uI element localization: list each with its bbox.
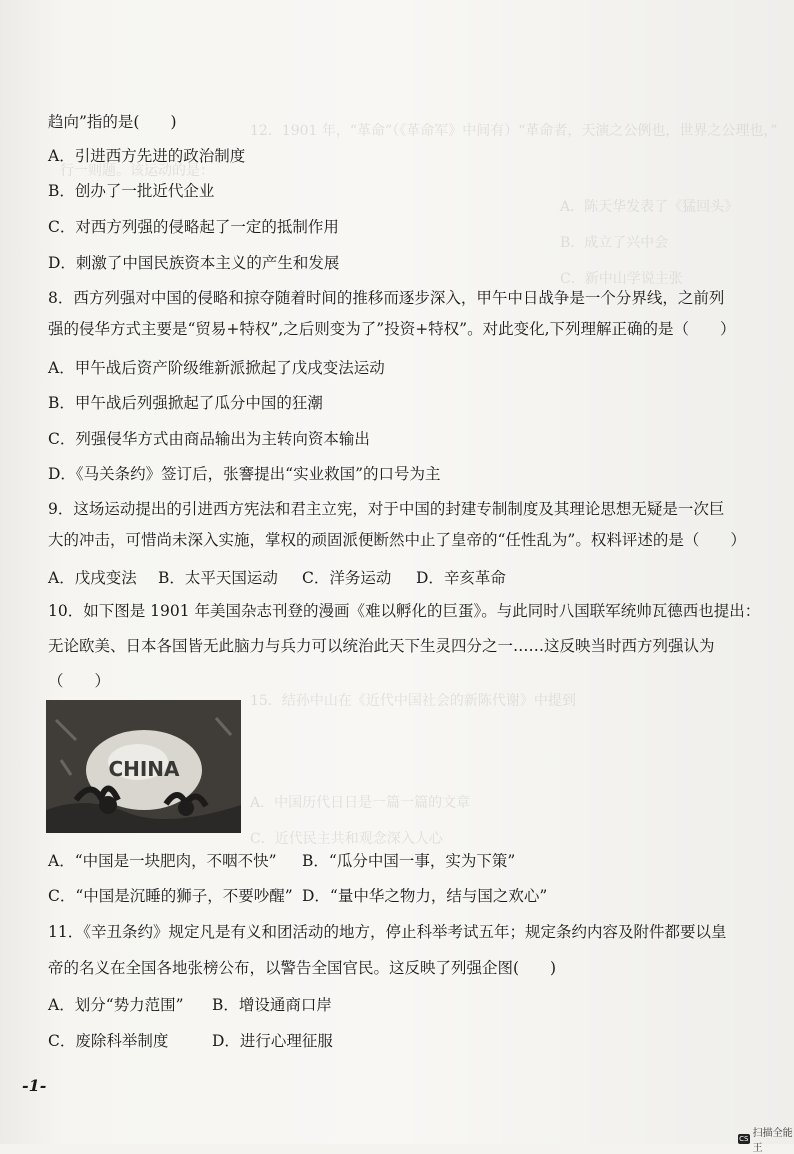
- scanner-watermark: [738, 1124, 794, 1154]
- bleed-through-line: A．陈天华发表了《猛回头》: [560, 199, 739, 215]
- question-11-line: 11．《辛丑条约》规定凡是有义和团活动的地方，停止科举考试五年；规定条约内容及附件都要以皇: [48, 923, 727, 941]
- q11-option-a: A．划分“势力范围”: [48, 996, 184, 1014]
- q9-options-row: [48, 566, 506, 588]
- q11-options-row-1: [48, 993, 332, 1015]
- bleed-through-line: 行一则题。该运动的是：: [60, 163, 214, 179]
- question-7-tail: 趋向”指的是( ): [48, 113, 177, 131]
- q7-option-a: A．引进西方先进的政治制度: [48, 147, 246, 165]
- q7-option-d: D．刺激了中国民族资本主义的产生和发展: [48, 254, 340, 272]
- q7-option-c: C．对西方列强的侵略起了一定的抵制作用: [48, 218, 339, 236]
- q11-option-c: C．废除科举制度: [48, 1032, 169, 1050]
- q9-option-b: B．太平天国运动: [158, 569, 278, 587]
- cartoon-label: CHINA: [108, 757, 180, 781]
- q9-option-c: C．洋务运动: [302, 569, 392, 587]
- q9-option-a: A．戊戌变法: [48, 569, 137, 587]
- egg-cartoon-illustration: [46, 700, 241, 833]
- question-9-line: 大的冲击，可惜尚未深入实施，掌权的顽固派便断然中止了皇帝的“任性乱为”。权料评述的是（ ）: [48, 531, 746, 549]
- question-9-line: 9．这场运动提出的引进西方宪法和君主立宪，对于中国的封建专制制度及其理论思想无疑是一次巨: [48, 500, 725, 518]
- q10-option-a: A．“中国是一块肥肉，不咽不快”: [48, 852, 277, 870]
- q9-option-d: D．辛亥革命: [416, 569, 506, 587]
- q10-options-row-1: [48, 849, 515, 871]
- q11-option-d: D．进行心理征服: [212, 1032, 333, 1050]
- q10-option-c: C．“中国是沉睡的狮子，不要吵醒”: [48, 887, 293, 905]
- question-11-line: 帝的名义在全国各地张榜公布，以警告全国官民。这反映了列强企图( ): [48, 959, 557, 977]
- cartoon-image: [46, 700, 241, 833]
- bleed-through-line: 15．结孙中山在《近代中国社会的新陈代谢》中提到: [250, 693, 576, 709]
- question-8-line: 强的侵华方式主要是“贸易+特权”,之后则变为了”投资+特权”。对此变化,下列理解正确的是（ ）: [48, 320, 736, 338]
- q10-options-row-2: [48, 884, 547, 906]
- q7-option-b: B．创办了一批近代企业: [48, 182, 215, 200]
- q10-option-d: D．“量中华之物力，结与国之欢心”: [302, 887, 548, 905]
- bleed-through-line: A．中国历代日日是一篇一篇的文章: [250, 795, 471, 811]
- bleed-through-line: B．成立了兴中会: [560, 235, 669, 251]
- q8-option-c: C．列强侵华方式由商品输出为主转向资本输出: [48, 430, 370, 448]
- scanner-label: 扫描全能王: [752, 1128, 793, 1154]
- q11-option-b: B．增设通商口岸: [212, 996, 332, 1014]
- q10-option-b: B．“瓜分中国一事，实为下策”: [302, 852, 516, 870]
- camscanner-logo-icon: CS: [739, 1135, 749, 1143]
- q11-options-row-2: [48, 1029, 333, 1051]
- q8-option-d: D．《马关条约》签订后，张謇提出“实业救国”的口号为主: [48, 465, 441, 483]
- q8-option-b: B．甲午战后列强掀起了瓜分中国的狂潮: [48, 394, 323, 412]
- question-10-line: 无论欧美、日本各国皆无此脑力与兵力可以统治此天下生灵四分之一……这反映当时西方列强认为: [48, 637, 715, 655]
- bleed-through-line: 12．1901 年，“革命”（《革命军》中间有）“革命者，天演之公例也，世界之公理也，”: [250, 123, 778, 139]
- question-10-line: 10．如下图是 1901 年美国杂志刊登的漫画《难以孵化的巨蛋》。与此同时八国联军统帅瓦德西也提出：: [48, 602, 761, 620]
- bleed-through-line: C．新中山学说主张: [560, 271, 683, 287]
- question-10-line: （ ）: [48, 672, 111, 690]
- bleed-through-line: C．近代民主共和观念深入人心: [250, 831, 443, 847]
- q8-option-a: A．甲午战后资产阶级维新派掀起了戊戌变法运动: [48, 359, 385, 377]
- question-8-line: 8．西方列强对中国的侵略和掠夺随着时间的推移而逐步深入，甲午中日战争是一个分界线，之前列: [48, 289, 725, 307]
- page-number: -1-: [22, 1076, 47, 1095]
